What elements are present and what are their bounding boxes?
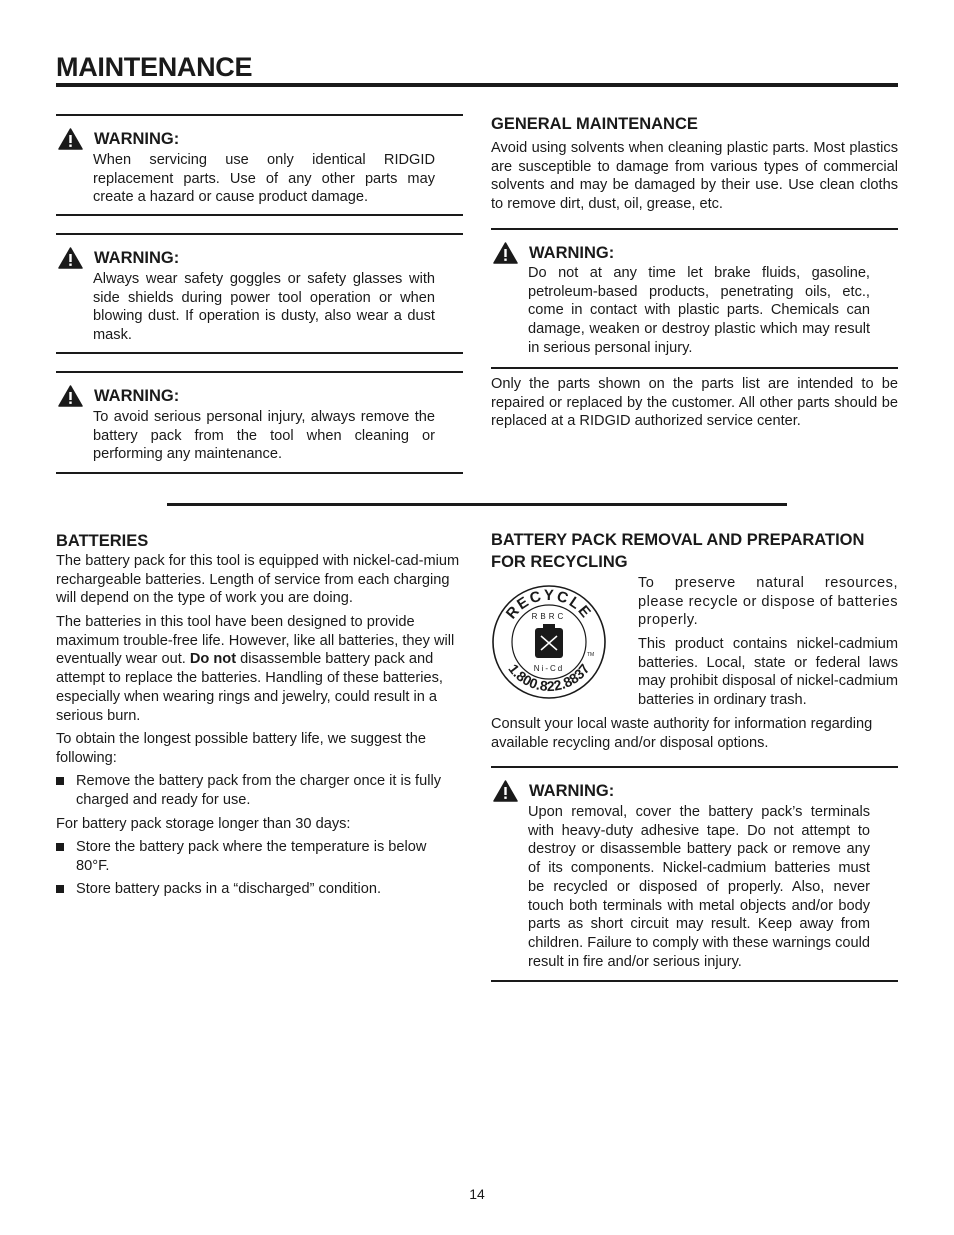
warning-label: WARNING: <box>94 387 180 405</box>
bullet-square-icon <box>56 843 64 851</box>
general-maintenance-text: Avoid using solvents when cleaning plastic parts. Most plastics are susceptible to damage from various types of commercial solvents and may be damaged by their use. Use clean cloths to remove dirt, dust, oil, grease, etc. <box>491 140 898 213</box>
warning-box-battery-removal <box>56 371 463 474</box>
recycling-paragraph-3: Consult your local waste authority for information regarding available recycling and/or disposal options. <box>491 716 873 751</box>
recycling-paragraph-1: To preserve natural resources, please recycle or dispose of batteries properly. <box>638 575 898 629</box>
warning-box-terminals <box>491 766 898 982</box>
warning-header <box>493 242 614 264</box>
warning-box-goggles <box>56 233 463 354</box>
bullet-item <box>56 838 463 875</box>
svg-text:TM: TM <box>587 652 595 658</box>
batteries-section <box>56 530 463 910</box>
warning-box-plastic <box>491 228 898 369</box>
recycling-heading-line-1: BATTERY PACK REMOVAL AND PREPARATION <box>491 531 865 549</box>
batteries-p2-text-continued: disassemble battery pack and attempt to replace the batteries. Handling of these batteries, especially when wearing rings and jewelry, could result in a serious burn. <box>56 651 443 724</box>
svg-text:1.800.822.8837: 1.800.822.8837 <box>505 660 593 695</box>
warning-header <box>58 247 179 269</box>
warning-text: When servicing use only identical RIDGID replacement parts. Use of any other parts may create a hazard or cause product damage. <box>93 152 435 206</box>
batteries-heading: BATTERIES <box>56 532 149 550</box>
recycling-paragraph-2: This product contains nickel-cadmium batteries. Local, state or federal laws may prohibit disposal of nickel-cadmium batteries in ordinary trash. <box>638 636 898 709</box>
bullet-square-icon <box>56 885 64 893</box>
section-divider <box>167 503 787 506</box>
warning-label: WARNING: <box>94 130 180 148</box>
recycling-section <box>491 529 898 984</box>
bullet-text: Store the battery pack where the temperature is below 80°F. <box>76 839 427 874</box>
general-maintenance-heading: GENERAL MAINTENANCE <box>491 115 698 133</box>
left-warnings-column <box>56 0 463 480</box>
warning-label: WARNING: <box>529 244 615 262</box>
warning-box-parts <box>56 114 463 216</box>
bullet-item <box>56 880 463 899</box>
warning-header <box>58 385 179 407</box>
recycling-heading <box>491 529 898 573</box>
warning-text: Do not at any time let brake fluids, gasoline, petroleum-based products, penetrating oils, etc., come in contact with plastic parts. Chemicals can damage, weaken or destroy plastic which may result in serious personal injury. <box>528 265 870 356</box>
recycling-heading-line-2: FOR RECYCLING <box>491 553 628 571</box>
warning-label: WARNING: <box>529 782 615 800</box>
bullet-text: Remove the battery pack from the charger once it is fully charged and ready for use. <box>76 773 442 808</box>
svg-text:Ni-Cd: Ni-Cd <box>533 664 565 673</box>
rbrc-recycle-seal <box>491 584 607 700</box>
batteries-paragraph-1: The battery pack for this tool is equipped with nickel-cad-mium rechargeable batteries. Length of service from each charging will depend on the type of work you are doing. <box>56 553 460 607</box>
warning-header <box>58 128 179 150</box>
warning-triangle-icon <box>493 780 518 802</box>
batteries-p2-text: The batteries in this tool have been designed to provide maximum trouble-free life. However, like all batteries, they will eventually wear out. <box>56 614 455 668</box>
warning-triangle-icon <box>58 247 83 269</box>
svg-text:RBRC: RBRC <box>531 612 567 621</box>
batteries-paragraph-2 <box>56 613 463 725</box>
warning-header <box>493 780 614 802</box>
bullet-text: Store battery packs in a “discharged” condition. <box>76 881 382 897</box>
battery-icon <box>535 624 563 658</box>
page-number: 14 <box>469 1186 485 1202</box>
batteries-paragraph-4: For battery pack storage longer than 30 days: <box>56 816 351 832</box>
warning-triangle-icon <box>493 242 518 264</box>
warning-text: Always wear safety goggles or safety glasses with side shields during power tool operation or when blowing dust. If operation is dusty, also wear a dust mask. <box>93 271 435 344</box>
parts-replacement-text: Only the parts shown on the parts list are intended to be repaired or replaced by the customer. All other parts should be replaced at a RIDGID authorized service center. <box>491 376 898 430</box>
bullet-square-icon <box>56 777 64 785</box>
batteries-p2-emphasis: Do not <box>189 651 237 668</box>
batteries-paragraph-3: To obtain the longest possible battery life, we suggest the following: <box>56 731 426 766</box>
bullet-item <box>56 772 463 809</box>
warning-text: Upon removal, cover the battery pack’s terminals with heavy-duty adhesive tape. Do not attempt to destroy or disassemble battery pack or remove any of its components. Nickel-cadmium batteries must be recycled or disposed of properly. Also, never touch both terminals with metal objects and/or body parts as short circuit may result. Keep away from children. Failure to comply with these warnings could result in fire and/or serious injury. <box>528 804 870 970</box>
warning-label: WARNING: <box>94 249 180 267</box>
page-title: MAINTENANCE <box>56 52 253 82</box>
warning-text: To avoid serious personal injury, always remove the battery pack from the tool when cleaning or performing any maintenance. <box>93 409 435 463</box>
svg-text:RECYCLE: RECYCLE <box>502 586 596 623</box>
warning-triangle-icon <box>58 128 83 150</box>
general-maintenance-section <box>491 0 898 480</box>
warning-triangle-icon <box>58 385 83 407</box>
